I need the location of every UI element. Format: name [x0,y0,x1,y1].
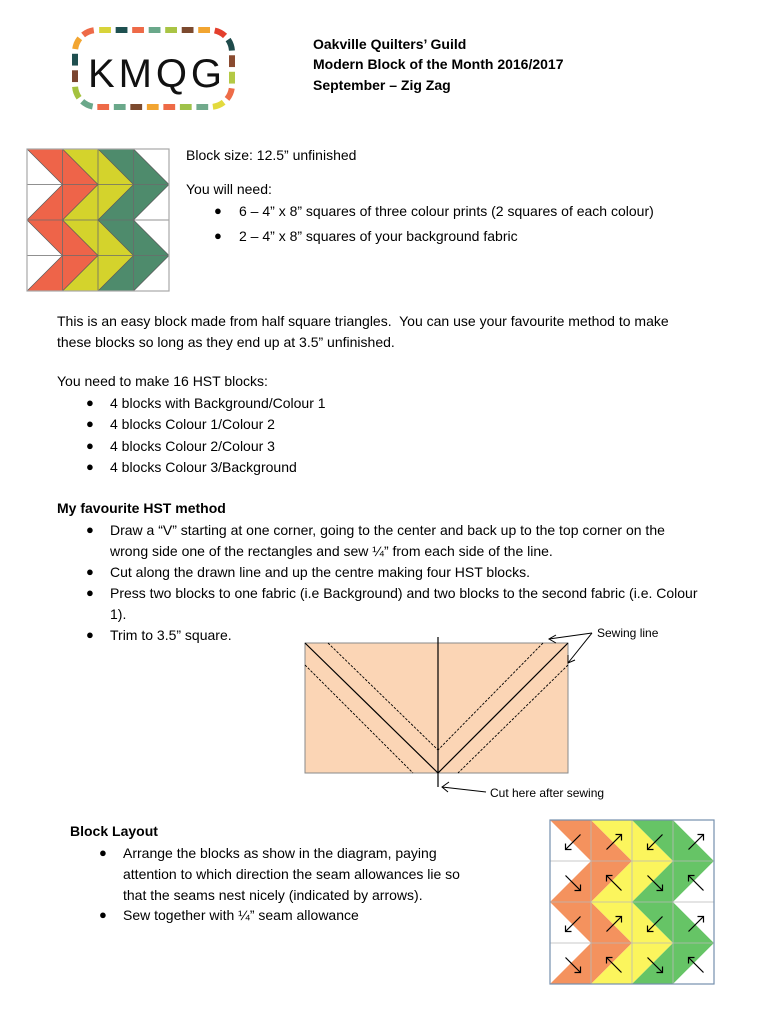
method-heading: My favourite HST method [57,500,226,516]
hst-item-text: 4 blocks Colour 2/Colour 3 [110,438,275,454]
cut-here-label: Cut here after sewing [490,786,605,800]
logo-text: KMQG [88,52,222,96]
bullet-icon: ● [99,845,107,860]
bullet-icon: ● [86,522,94,537]
header-program-title: Modern Block of the Month 2016/2017 [313,56,564,72]
kmqg-logo [64,18,244,118]
bullet-icon: ● [86,438,94,453]
block-layout-heading: Block Layout [70,823,158,839]
layout-step-text: Arrange the blocks as show in the diagram, paying [123,845,437,861]
bullet-icon: ● [86,627,94,642]
hst-item-text: 4 blocks Colour 1/Colour 2 [110,416,275,432]
bullet-icon: ● [86,564,94,579]
hst-item-text: 4 blocks Colour 3/Background [110,459,297,475]
layout-step-text: Sew together with ¼” seam allowance [123,907,359,923]
bullet-icon: ● [99,907,107,922]
method-step-text: Trim to 3.5” square. [110,627,232,643]
you-will-need-label: You will need: [186,181,272,197]
needs-item-text: 2 – 4” x 8” squares of your background fabric [239,228,518,244]
hst-cutting-diagram [295,620,675,805]
fabric-rectangle [305,643,568,773]
bullet-icon: ● [86,585,94,600]
hst-item-text: 4 blocks with Background/Colour 1 [110,395,326,411]
zig-zag-block-image [26,148,170,293]
method-step-text: wrong side one of the rectangles and sew ¼” from each side of the line. [110,543,553,559]
method-step-text: Press two blocks to one fabric (i.e Background) and two blocks to the second fabric (i.e. Colour [110,585,698,601]
description-line: these blocks so long as they end up at 3.5” unfinished. [57,334,395,350]
description-line: This is an easy block made from half square triangles. You can use your favourite method to make [57,313,669,329]
method-step-text: Draw a “V” starting at one corner, going to the center and back up to the top corner on the [110,522,665,538]
method-step-text: 1). [110,606,127,622]
sewing-line-label: Sewing line [597,626,659,640]
block-size-text: Block size: 12.5” unfinished [186,147,357,163]
bullet-icon: ● [86,459,94,474]
bullet-icon: ● [86,395,94,410]
method-step-text: Cut along the drawn line and up the centre making four HST blocks. [110,564,530,580]
bullet-icon: ● [214,203,222,218]
layout-step-text: that the seams nest nicely (indicated by arrows). [123,887,423,903]
header-month-block: September – Zig Zag [313,77,451,93]
block-layout-diagram [548,818,718,988]
bullet-icon: ● [86,416,94,431]
header-guild-name: Oakville Quilters’ Guild [313,36,467,52]
cut-arrow-icon [442,782,486,792]
needs-item-text: 6 – 4” x 8” squares of three colour prints (2 squares of each colour) [239,203,654,219]
hst-intro: You need to make 16 HST blocks: [57,373,268,389]
layout-step-text: attention to which direction the seam allowances lie so [123,866,460,882]
bullet-icon: ● [214,228,222,243]
